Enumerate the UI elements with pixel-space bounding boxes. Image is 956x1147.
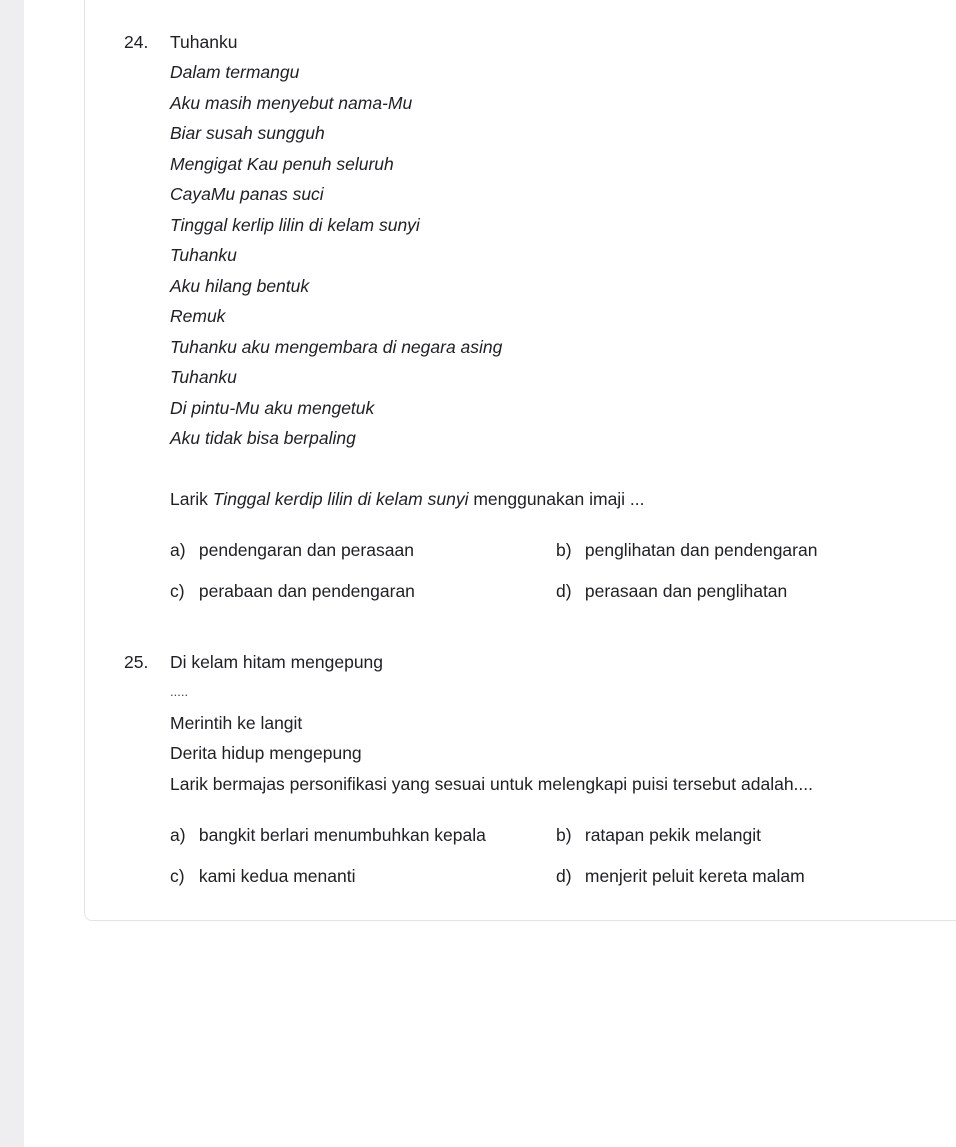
poem-line: Biar susah sungguh (170, 123, 325, 143)
q25-option-d[interactable] (556, 865, 805, 887)
poem-line: Di pintu-Mu aku mengetuk (170, 398, 375, 418)
q25-option-a[interactable] (170, 824, 486, 846)
q25-option-b[interactable] (556, 824, 761, 846)
option-text: kami kedua menanti (198, 866, 356, 886)
poem-line: Tinggal kerlip lilin di kelam sunyi (170, 215, 420, 235)
poem-line: Aku tidak bisa berpaling (170, 428, 356, 448)
option-letter: c) (170, 581, 185, 601)
option-text: menjerit peluit kereta malam (584, 866, 805, 886)
q25-option-c[interactable] (170, 865, 356, 887)
poem-ellipsis: ..... (170, 684, 189, 699)
prompt-prefix: Larik (170, 489, 213, 509)
poem-line: Dalam termangu (170, 62, 300, 82)
prompt-quoted-line: Tinggal kerdip lilin di kelam sunyi (212, 489, 469, 509)
poem-line: Di kelam hitam mengepung (170, 652, 384, 672)
option-letter: b) (556, 540, 572, 560)
poem-line: Aku hilang bentuk (170, 276, 310, 296)
question-24-prompt (170, 488, 645, 510)
poem-line: Remuk (170, 306, 226, 326)
option-letter: b) (556, 825, 572, 845)
question-25-prompt: Larik bermajas personifikasi yang sesuai untuk melengkapi puisi tersebut adalah.... (170, 774, 813, 794)
option-letter: a) (170, 825, 186, 845)
poem-line: CayaMu panas suci (170, 184, 324, 204)
prompt-suffix: menggunakan imaji ... (468, 489, 645, 509)
option-letter: a) (170, 540, 186, 560)
poem-line: Tuhanku (170, 367, 237, 387)
question-24-number: 24. (124, 32, 149, 52)
option-letter: d) (556, 581, 572, 601)
q24-option-b[interactable] (556, 539, 817, 561)
option-text: perasaan dan penglihatan (584, 581, 788, 601)
poem-line: Aku masih menyebut nama-Mu (170, 93, 413, 113)
question-25-number: 25. (124, 652, 149, 672)
poem-line: Derita hidup mengepung (170, 743, 362, 763)
option-letter: d) (556, 866, 572, 886)
option-text: bangkit berlari menumbuhkan kepala (198, 825, 486, 845)
option-text: pendengaran dan perasaan (198, 540, 414, 560)
option-letter: c) (170, 866, 185, 886)
poem-line: Tuhanku aku mengembara di negara asing (170, 337, 503, 357)
left-margin-strip (0, 0, 24, 1147)
poem-line: Tuhanku (170, 32, 238, 52)
option-text: penglihatan dan pendengaran (584, 540, 818, 560)
poem-line: Merintih ke langit (170, 713, 303, 733)
q24-option-d[interactable] (556, 580, 787, 602)
q24-option-a[interactable] (170, 539, 414, 561)
poem-line: Mengigat Kau penuh seluruh (170, 154, 394, 174)
poem-line: Tuhanku (170, 245, 237, 265)
option-text: ratapan pekik melangit (584, 825, 761, 845)
q24-option-c[interactable] (170, 580, 415, 602)
option-text: perabaan dan pendengaran (198, 581, 415, 601)
